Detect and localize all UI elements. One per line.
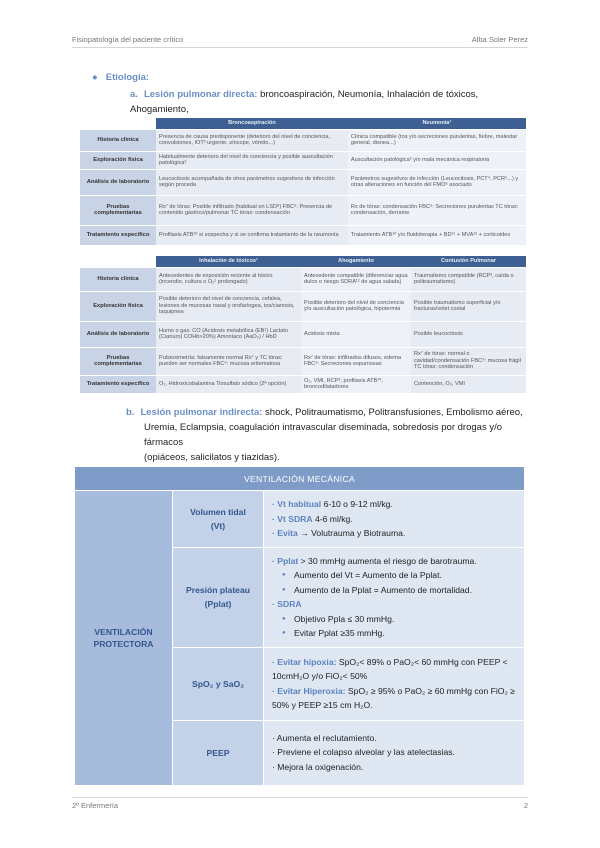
pplat-sub-2: ● Aumento de la Pplat = Aumento de mortalidad. [272,583,516,598]
vent-peep-label: PEEP [173,720,264,785]
vent-spo2-label: SpO₂ y SaO₂ [173,647,264,720]
vol-l1-hl: · Vt habitual [272,499,322,509]
scan2-row-label: Pruebas complementarias [80,347,156,375]
vent-pplat-label [173,547,264,647]
scan2-col3: Contusión Pulmonar [411,256,526,267]
vol-l2: 4-6 ml/kg. [312,513,353,524]
item-a-marker: a. [130,89,138,100]
vent-vol-label [173,491,264,548]
scan2-col2: Ahogamiento [301,256,411,267]
scan2-cell: Rx⁷ de tórax: infiltrados difusos, edema FBC⁹: Secreciones espumosas [301,347,411,375]
scan1-row-label: Análisis de laboratorio [80,169,156,195]
scan2-row-label: Exploración física [80,291,156,321]
vol-l1: 6-10 o 9-12 ml/kg. [321,499,393,509]
scan1-row-label: Tratamiento específico [80,225,156,245]
scan2-cell: Posible traumatismo superficial y/o fracturas/volet costal [411,291,526,321]
pplat-sub-4: ● Evitar Pplat ≥35 mmHg. [272,626,516,641]
scan1-cell: Auscultación patológica³ y/o mala mecánica respiratoria [348,151,526,169]
scan2-col1: Inhalación de tóxicos¹ [156,256,301,267]
scan2-cell: Traumatismo compatible (RCP³, caída o politraumatismo) [411,267,526,291]
pplat-sub-3: ● Objetivo Ppla ≤ 30 mmHg. [272,612,516,627]
page-header [72,34,528,48]
scan1-cell: Clínica compatible (tos y/o secreciones purulentas, fiebre, malestar general, disnea...) [348,129,526,151]
scan2-cell: Antecedentes de exposición reciente al tóxico (incendio, cultura o O₂¹ prolongado) [156,267,301,291]
spo2-l4: 50% y PEEP ≥15 cm H₂O. [272,700,373,710]
vol-label-2: (Vt) [210,520,226,531]
page-number: 2 [523,801,528,810]
vent-vol-content [264,491,525,548]
spo2-l2: 10cmH₂O y/o FiO₂< 50% [272,671,368,681]
item-b-label: Lesión pulmonar indirecta: [140,407,263,418]
peep-l1: · Aumenta el reclutamiento. [272,732,377,743]
vent-spo2-content [264,647,525,720]
item-b-paragraph [126,405,530,465]
vent-category-line1: VENTILACIÓN [94,626,153,637]
scan1-corner [80,118,156,129]
scan2-row-label: Historia clínica [80,267,156,291]
scan1-col1: Broncoaspiración [156,118,348,129]
scan1-cell: Leucocitosis acompañada de otros parámetros sugestivos de infección según proceda [156,169,348,195]
vent-title: VENTILACIÓN MECÁNICA [75,467,525,491]
item-a-label: Lesión pulmonar directa: [143,89,258,100]
header-right: Alba Soler Perez [471,35,528,44]
item-b-line-1: shock, Politraumatismo, Politransfusiones, Embolismo aéreo, [265,407,523,418]
vol-l3-hl: · Evita [272,528,298,538]
ventilation-table [74,466,525,786]
spo2-l3: SpO₂ ≥ 95% o PaO₂ ≥ 60 mmHg con FiO₂ ≥ [345,685,515,696]
scan2-row-label: Tratamiento específico [80,375,156,393]
scan1-cell: Presencia de causa predisponente (deterioro del nivel de conciencia, convulsiones, IOT² urgente, síncope, vómito...) [156,129,348,151]
scan1-cell: Parámetros sugestivos de infección (Leucocitosis, PCT⁴, PCR⁵...) y otras alteraciones en función del FMO⁶ asociado [348,169,526,195]
pplat-sub-1: ● Aumento del Vt = Aumento de la Pplat. [272,568,516,583]
peep-l2: · Previene el colapso alveolar y las atelectasias. [272,747,455,758]
vol-l2-hl: · Vt SDRA [272,513,313,524]
item-b-marker: b. [126,407,135,418]
vent-pplat-content [264,547,525,647]
scan2-cell: Posible deterioro del nivel de conciencia y/o auscultación patológica, hipotermia [301,291,411,321]
scan2-row-label: Análisis de laboratorio [80,321,156,347]
peep-l3: · Mejora la oxigenación. [272,761,364,772]
scan2-cell: O₂, VMI, RCP³, profilaxis ATB¹⁰, broncodilatadores [301,375,411,393]
scan-table-2 [80,256,526,394]
scan1-col2: Neumonía¹ [348,118,526,129]
scan2-cell: Antecedente compatible (diferenciar agua dulce o riesgo SDRA¹² de agua salada) [301,267,411,291]
scan2-cell: Acidosis mixta [301,321,411,347]
vent-peep-content [264,720,525,785]
scan2-cell: Contención, O₂, VMI [411,375,526,393]
vent-category [75,491,173,786]
scan1-cell: Profilaxis ATB¹⁰ si sospecha y si se confirma tratamiento de la neumonía [156,225,348,245]
etiologia-heading [92,72,149,83]
footer-left: 2º Enfermería [72,801,119,810]
pplat-label-2: (Pplat) [204,599,232,609]
spo2-l1-hl: · Evitar hipoxia: [272,656,337,667]
scan2-cell: Humo o gas: CO (Acidosis metabólica (EB¹) Lactato (Cianuro) COHb>20%) Amoníaco (AaO₂) / HbD [156,321,301,347]
scan1-row-label: Exploración física [80,151,156,169]
scan-table-1 [80,118,526,246]
scan1-cell: Rx⁷ de tórax: Posible infiltrado (habitual en LSD⁸) FBC⁹: Presencia de contenido gástrico/pulmonar TC tórax: condensación [156,195,348,225]
vol-label-1: Volumen tidal [190,506,246,517]
scan2-cell: Posible deterioro del nivel de conciencia, cefalea, lesiones de mucosas nasal y orofaríngea, tos/cianosis, taquipnea [156,291,301,321]
scan1-row-label: Pruebas complementarias [80,195,156,225]
scan2-cell: Rx⁷ de tórax: normal o cavidad/condensación FBC⁹: mucosa frágil TC tórax: condensación [411,347,526,375]
pplat-l1: > 30 mmHg aumenta el riesgo de barotrauma. [298,555,477,566]
scan2-corner [80,256,156,267]
spo2-l1: SpO₂< 89% o PaO₂< 60 mmHg con PEEP < [336,656,508,667]
scan2-cell: Pulsioximetría: falsamente normal Rx⁷ y TC tórax: pueden ser normales FBC⁹: mucosa eritematosa [156,347,301,375]
item-b-line-3: (opiáceos, salicilatos y tiazidas). [144,452,280,463]
pplat-l1-hl: · Pplat [272,555,299,566]
pplat-l2-hl: · SDRA [272,599,302,609]
bullet-icon: ● [92,72,98,83]
vol-l3: → Volutrauma y Biotrauma. [297,528,406,538]
scan2-cell: O₂, Hidroxicobalamina Tiosulfato sódico (2ª opción) [156,375,301,393]
page-footer [72,797,528,811]
scan1-cell: Habitualmente deterioro del nivel de conciencia y posible auscultación patológica³ [156,151,348,169]
item-a-text-1: broncoaspiración, Neumonía, Inhalación de tóxicos, Ahogamiento, [130,89,479,115]
header-left: Fisiopatología del paciente crítico [72,35,184,44]
item-b-line-2: Uremia, Eclampsia, coagulación intravascular diseminada, sobredosis por drogas y/o fármacos [144,422,503,448]
scan1-cell: Tratamiento ATB¹⁰ y/o fluidoterapia + BD¹¹ + MVA¹² + corticoides [348,225,526,245]
spo2-l3-hl: · Evitar Hiperoxia: [272,685,346,696]
scan1-cell: Rx de tórax: condensación FBC⁹: Secreciones purulentas TC tórax: condensación, derrame [348,195,526,225]
scan2-cell: Posible leucocitosis [411,321,526,347]
vent-category-line2: PROTECTORA [93,638,154,649]
pplat-label-1: Presión plateau [186,585,250,595]
scan1-row-label: Historia clínica [80,129,156,151]
etiologia-title: Etiología: [105,72,150,83]
